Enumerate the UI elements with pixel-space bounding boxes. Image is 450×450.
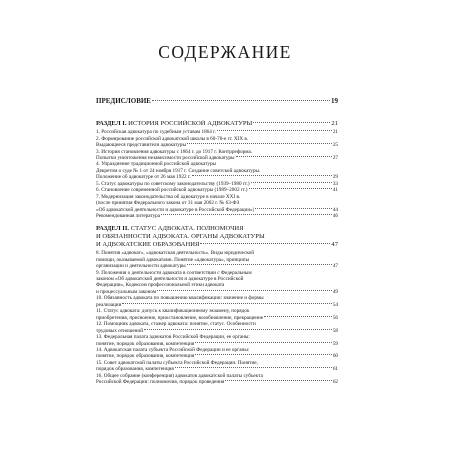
entry-text: 5. Статус адвокатуры по советскому законодательству (1939–1980 гг.) xyxy=(96,180,250,187)
dot-leader xyxy=(251,182,332,183)
table-of-contents xyxy=(96,97,338,386)
section-2-heading-line xyxy=(96,241,338,249)
section-2-entries xyxy=(96,250,338,386)
entry-page: 27 xyxy=(332,155,338,162)
dot-leader xyxy=(157,290,332,291)
entry-text: 1. Российская адвокатура по судебным уставам 1864 г. xyxy=(96,129,216,136)
page-title: СОДЕРЖАНИЕ xyxy=(158,42,292,62)
dot-leader xyxy=(253,122,330,123)
toc-entry: 4. Упразднение традиционной российской адвокатуры xyxy=(96,161,217,168)
section-2-page: 47 xyxy=(331,240,338,248)
section-2-heading-text xyxy=(96,241,199,249)
entry-page: 46 xyxy=(332,213,338,220)
toc-entry: 15. Совет адвокатской палаты субъекта Российской Федерации. Понятие, xyxy=(96,359,258,366)
entry-text: порядок образования, компетенция xyxy=(96,366,174,373)
entry-text: реализации xyxy=(96,301,122,308)
dot-leader xyxy=(152,100,330,101)
entry-text: Положение об адвокатуре от 26 мая 1922 г. xyxy=(96,174,191,181)
dot-leader xyxy=(236,156,332,157)
toc-entry: 16. Общее собрание (конференция) адвокатов адвокатской палаты субъекта xyxy=(96,372,263,379)
dot-leader xyxy=(161,214,332,215)
dot-leader xyxy=(144,329,332,330)
entry-page: 58 xyxy=(332,327,338,334)
entry-page: 54 xyxy=(332,301,338,308)
entry-text: 6. Становление современной российской адвокатуры (1989–2002 гг.) xyxy=(96,187,248,194)
entry-page: 33 xyxy=(332,180,338,187)
entry-page: 49 xyxy=(332,288,338,295)
section-1-page: 21 xyxy=(331,120,338,127)
toc-entry: 10. Обязанность адвоката по повышению квалификации: значение и формы xyxy=(96,295,264,302)
toc-entry: 12. Помощник адвоката, стажер адвоката: понятие, статус. Особенности xyxy=(96,321,256,328)
toc-entry: 2. Формирование российской адвокатской школы в 60-70-е гг. XIX в. xyxy=(96,135,249,142)
section-2-title: И ОБЯЗАННОСТИ АДВОКАТА. ОРГАНЫ АДВОКАТУРЫ xyxy=(96,232,265,240)
section-2-heading-line xyxy=(96,233,338,241)
entry-page: 29 xyxy=(332,174,338,181)
dot-leader xyxy=(225,380,332,381)
toc-entry: 13. Федеральная палата адвокатов Российской Федерации, ее органы: xyxy=(96,334,250,341)
dot-leader xyxy=(200,243,330,244)
entry-text: организации и деятельности адвокатуры xyxy=(96,263,186,270)
entry-text: трудовых отношений xyxy=(96,327,143,334)
entry-page: 41 xyxy=(332,187,338,194)
toc-entry: 11. Статус адвоката: допуск к квалификационному экзамену, порядок xyxy=(96,308,250,315)
dot-leader xyxy=(187,264,332,265)
entry-text: «Об адвокатской деятельности и адвокатуре в Российской Федерации») xyxy=(96,206,255,213)
dot-leader xyxy=(195,354,332,355)
entry-page: 44 xyxy=(332,206,338,213)
dot-leader xyxy=(122,303,331,304)
entry-page: 61 xyxy=(332,366,338,373)
section-1-number: РАЗДЕЛ I. xyxy=(96,120,127,127)
entry-page: 21 xyxy=(332,129,338,136)
toc-entry: Федерации», Кодексом профессиональной этики адвоката xyxy=(96,282,225,289)
entry-page: 62 xyxy=(332,379,338,386)
section-2-heading-text xyxy=(96,225,244,232)
toc-entry: 3. История становления адвокатуры с 1864 г. до 1917 г. Контрреформа. xyxy=(96,148,253,155)
section-2-heading-text xyxy=(96,233,265,240)
section-1-heading xyxy=(96,120,338,128)
entry-text: Попытки уничтожения независимости российской адвокатуры xyxy=(96,155,235,162)
preface-page: 19 xyxy=(331,97,338,105)
dot-leader xyxy=(187,143,332,144)
entry-page: 47 xyxy=(332,263,338,270)
toc-entry: Декретом о суде № 1 от 24 ноября 1917 г. Создание советской адвокатуры. xyxy=(96,167,261,174)
entry-page: 60 xyxy=(332,353,338,360)
entry-page: 56 xyxy=(332,314,338,321)
section-2-heading-line xyxy=(96,225,338,233)
toc-entry: помощи, оказываемой адвокатами. Понятие «адвокатура», принципы xyxy=(96,256,250,263)
entry-text: Выдающиеся представители адвокатуры xyxy=(96,142,187,149)
toc-entry: 14. Адвокатская палата субъекта Российской Федерации и ее органы: xyxy=(96,346,250,353)
entry-text: понятие, порядок образования, компетенция xyxy=(96,353,195,360)
toc-entry: 8. Понятия «адвокат», «адвокатская деятельность». Виды юридической xyxy=(96,250,254,257)
entry-page: 59 xyxy=(332,340,338,347)
entry-text: и процессуальным законом xyxy=(96,288,157,295)
entry-text: понятие, порядок образования, компетенция xyxy=(96,340,195,347)
entry-text: Российской Федерации: полномочия, порядок проведения xyxy=(96,379,225,386)
section-2-title: СТАТУС АДВОКАТА. ПОЛНОМОЧИЯ xyxy=(130,224,244,232)
section-2-number: РАЗДЕЛ II. xyxy=(96,224,130,232)
dot-leader xyxy=(249,188,332,189)
section-2-title: И АДВОКАТСКИЕ ОБРАЗОВАНИЯ xyxy=(96,240,200,248)
dot-leader xyxy=(255,208,331,209)
section-2-heading xyxy=(96,225,338,250)
dot-leader xyxy=(195,342,332,343)
section-1-entries xyxy=(96,129,338,219)
entry-page: 25 xyxy=(332,142,338,149)
toc-entry: 7. Модернизация законодательства об адвокатуре в начале XXI в. xyxy=(96,193,241,200)
dot-leader xyxy=(264,316,332,317)
toc-entry: (после принятия Федерального закона от 31 мая 2002 г. № 63-ФЗ xyxy=(96,200,240,207)
section-1-title: ИСТОРИЯ РОССИЙСКОЙ АДВОКАТУРЫ xyxy=(128,120,253,127)
toc-entry: законом «Об адвокатской деятельности и адвокатуре в Российской xyxy=(96,275,244,282)
entry-text: Рекомендованная литература xyxy=(96,213,161,220)
dot-leader xyxy=(217,130,332,131)
dot-leader xyxy=(175,367,332,368)
toc-entry: 9. Положения о деятельности адвоката в соответствии с Федеральным xyxy=(96,269,252,276)
preface-label: ПРЕДИСЛОВИЕ xyxy=(96,97,151,105)
toc-entry xyxy=(96,379,338,385)
toc-preface xyxy=(96,97,338,105)
entry-text: приобретения, присвоение, приостановление, возобновление, прекращение xyxy=(96,314,264,321)
dot-leader xyxy=(192,175,332,176)
